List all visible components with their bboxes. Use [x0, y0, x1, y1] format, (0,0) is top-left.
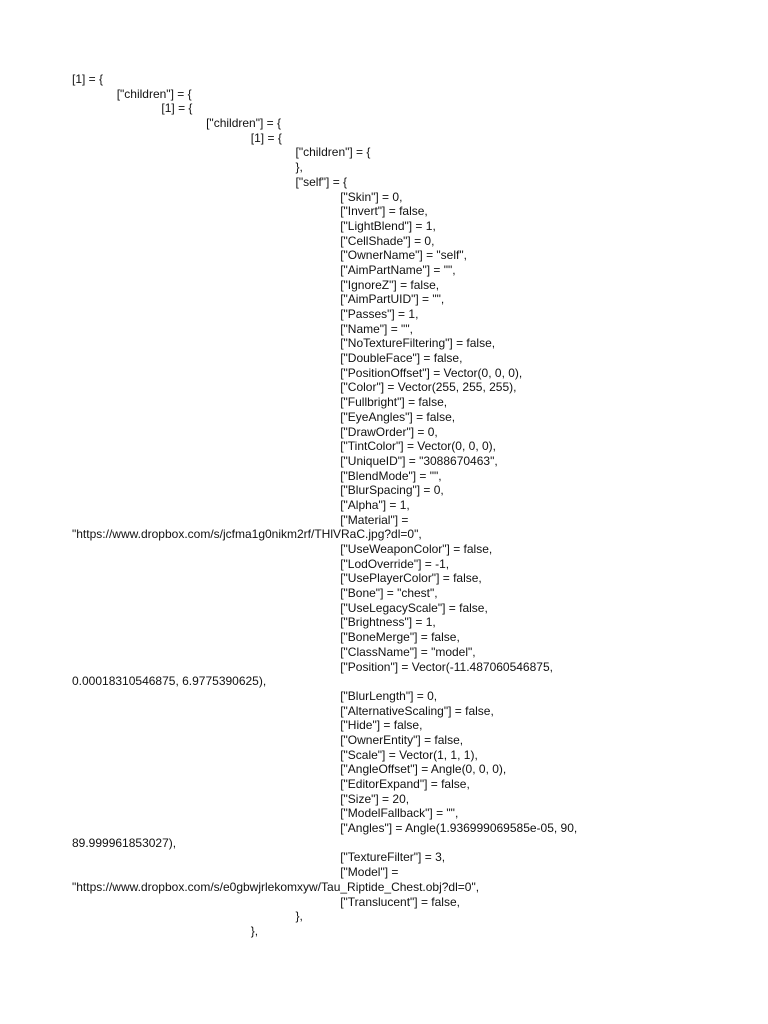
code-line: ["AngleOffset"] = Angle(0, 0, 0), [340, 762, 507, 777]
code-line: ["OwnerName"] = "self", [340, 248, 467, 263]
code-line: ["UseWeaponColor"] = false, [340, 542, 493, 556]
code-line: ["BlurLength"] = 0, [340, 688, 438, 703]
code-line: "https://www.dropbox.com/s/e0gbwjrlekomxyw/Tau_Riptide_Chest.obj?dl=0", [72, 879, 480, 894]
code-line: ["DrawOrder"] = 0, [340, 424, 438, 439]
code-line: ["UniqueID"] = "3088670463", [340, 453, 498, 468]
code-line: [1] = { [72, 72, 104, 86]
code-line: ["LightBlend"] = 1, [340, 218, 436, 233]
code-line: }, [295, 909, 303, 924]
code-document [72, 72, 712, 939]
code-line: [1] = { [250, 130, 282, 145]
code-line: ["Invert"] = false, [340, 204, 428, 219]
code-line: ["AimPartName"] = "", [340, 262, 456, 277]
code-line: ["self"] = { [295, 174, 348, 189]
code-line: [1] = { [161, 101, 193, 116]
code-line: ["ModelFallback"] = "", [340, 806, 459, 821]
code-line: ["UseLegacyScale"] = false, [340, 600, 488, 615]
code-line: ["Angles"] = Angle(1.936999069585e-05, 90, [340, 821, 578, 836]
code-line: "https://www.dropbox.com/s/jcfma1g0nikm2rf/THlVRaC.jpg?dl=0", [72, 527, 422, 542]
code-line: ["OwnerEntity"] = false, [340, 732, 464, 747]
code-line: ["Scale"] = Vector(1, 1, 1), [340, 747, 478, 762]
code-line: ["Size"] = 20, [340, 791, 410, 806]
code-line: ["Brightness"] = 1, [340, 615, 436, 630]
code-line: ["children"] = { [206, 116, 281, 131]
code-line: ["Alpha"] = 1, [340, 497, 410, 512]
code-line: ["BlendMode"] = "", [340, 468, 442, 483]
code-line: ["IgnoreZ"] = false, [340, 277, 440, 292]
code-line: ["EyeAngles"] = false, [340, 409, 456, 424]
code-line: ["Passes"] = 1, [340, 307, 419, 321]
code-line: ["LodOverride"] = -1, [340, 556, 450, 571]
code-line: 89.999961853027), [72, 835, 177, 850]
code-line: ["children"] = { [116, 86, 192, 101]
code-line: ["Name"] = "", [340, 321, 413, 336]
code-line: ["DoubleFace"] = false, [340, 351, 463, 366]
code-line: ["children"] = { [295, 145, 371, 160]
code-line: ["Position"] = Vector(-11.487060546875, [340, 659, 553, 674]
code-line: ["BlurSpacing"] = 0, [340, 483, 444, 498]
code-line: ["Skin"] = 0, [340, 189, 403, 204]
code-line: ["CellShade"] = 0, [340, 233, 435, 248]
code-line: ["EditorExpand"] = false, [340, 777, 470, 791]
code-line: ["Material"] = [340, 512, 409, 527]
code-line: ["AimPartUID"] = "", [340, 292, 445, 307]
code-line: ["PositionOffset"] = Vector(0, 0, 0), [340, 365, 523, 380]
code-line: }, [250, 923, 259, 938]
code-line: ["Model"] = [340, 865, 399, 880]
code-line: ["TintColor"] = Vector(0, 0, 0), [340, 439, 496, 454]
code-line: ["UsePlayerColor"] = false, [340, 571, 482, 586]
code-line: ["ClassName"] = "model", [340, 644, 476, 659]
code-line: ["TextureFilter"] = 3, [340, 850, 446, 865]
code-line: ["NoTextureFiltering"] = false, [340, 336, 496, 351]
code-line: ["Translucent"] = false, [340, 894, 460, 909]
code-line: ["AlternativeScaling"] = false, [340, 703, 494, 718]
code-line: }, [295, 160, 303, 175]
code-line: ["Bone"] = "chest", [340, 586, 438, 601]
code-line: ["Color"] = Vector(255, 255, 255), [340, 380, 517, 395]
code-line: ["Hide"] = false, [340, 718, 423, 733]
code-line: 0.00018310546875, 6.9775390625), [72, 674, 267, 689]
code-line: ["Fullbright"] = false, [340, 395, 448, 410]
code-line: ["BoneMerge"] = false, [340, 630, 460, 645]
